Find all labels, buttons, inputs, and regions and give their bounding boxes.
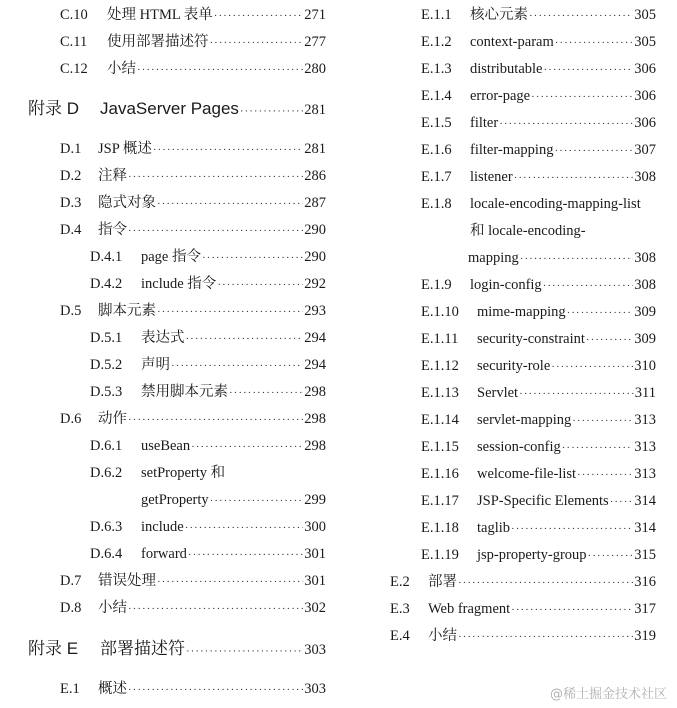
toc-entry-c12: C.12 小结 ····· 280 xyxy=(60,59,326,79)
toc-entry-title: welcome-file-list xyxy=(477,466,577,482)
toc-entry-d42: D.4.2 include 指令 ····· 292 xyxy=(90,274,326,294)
toc-entry-e18-cont xyxy=(470,221,586,241)
toc-entry-page: 311 xyxy=(634,385,656,401)
toc-entry-page: 292 xyxy=(304,276,326,292)
leader-dots xyxy=(153,140,303,160)
toc-entry-title: security-role xyxy=(477,358,551,374)
toc-entry-title: setProperty 和 xyxy=(141,465,226,481)
toc-entry-page: 306 xyxy=(634,61,656,77)
toc-entry-e119: E.1.19 jsp-property-group ····· 315 xyxy=(421,545,656,565)
toc-entry-title: 指令 xyxy=(98,222,127,238)
toc-entry-page: 307 xyxy=(634,142,656,158)
toc-entry-title: JSP 概述 xyxy=(98,141,152,157)
leader-dots xyxy=(214,6,303,26)
toc-entry-title: locale-encoding-mapping-list xyxy=(470,196,641,212)
toc-entry-title: JSP-Specific Elements xyxy=(477,493,609,509)
leader-dots xyxy=(217,275,303,295)
leader-dots xyxy=(157,194,303,214)
leader-dots xyxy=(191,437,303,457)
toc-entry-e4: E.4 小结 ····· 319 xyxy=(390,626,656,646)
leader-dots xyxy=(202,248,303,268)
toc-entry-page: 301 xyxy=(304,573,326,589)
toc-entry-page: 306 xyxy=(634,88,656,104)
toc-entry-e1: E.1 概述 ····· 303 xyxy=(60,679,326,699)
toc-entry-page: 290 xyxy=(304,249,326,265)
toc-entry-title: 小结 xyxy=(98,600,127,616)
leader-dots xyxy=(229,383,303,403)
toc-entry-page: 313 xyxy=(634,439,656,455)
toc-entry-title: 小结 xyxy=(107,61,136,77)
toc-entry-title: error-page xyxy=(470,88,531,104)
toc-entry-d51: D.5.1 表达式 ····· 294 xyxy=(90,328,326,348)
toc-entry-e113: E.1.13 Servlet ····· 311 xyxy=(421,383,656,403)
leader-dots xyxy=(499,114,633,134)
toc-entry-d6: D.6 动作 ····· 298 xyxy=(60,409,326,429)
toc-entry-c10: C.10 处理 HTML 表单 ····· 271 xyxy=(60,5,326,25)
toc-entry-title: session-config xyxy=(477,439,561,455)
toc-entry-d4: D.4 指令 ····· 290 xyxy=(60,220,326,240)
leader-dots xyxy=(128,221,303,241)
toc-entry-page: 316 xyxy=(634,574,656,590)
toc-entry-title: 概述 xyxy=(98,681,127,697)
toc-entry-title: 部署描述符 xyxy=(100,639,185,658)
toc-entry-page: 305 xyxy=(634,7,656,23)
toc-entry-title: 注释 xyxy=(98,168,127,184)
leader-dots xyxy=(128,410,303,430)
leader-dots xyxy=(458,627,633,647)
leader-dots xyxy=(186,329,304,349)
leader-dots xyxy=(128,599,303,619)
toc-entry-page: 313 xyxy=(634,466,656,482)
toc-entry-title: 错误处理 xyxy=(98,573,156,589)
toc-entry-page: 303 xyxy=(304,642,326,658)
toc-entry-page: 281 xyxy=(304,102,326,118)
leader-dots xyxy=(554,141,633,161)
toc-entry-e18: E.1.8 locale-encoding-mapping-list xyxy=(421,196,641,212)
toc-entry-title: 脚本元素 xyxy=(98,303,156,319)
toc-entry-page: 319 xyxy=(634,628,656,644)
leader-dots xyxy=(171,356,303,376)
toc-entry-title: 部署 xyxy=(428,574,457,590)
toc-entry-title: useBean xyxy=(141,438,191,454)
toc-entry-title: 小结 xyxy=(428,628,457,644)
toc-entry-title: forward xyxy=(141,546,187,562)
toc-entry-page: 271 xyxy=(304,7,326,23)
toc-entry-title: 和 locale-encoding- xyxy=(470,223,586,239)
toc-entry-d62: D.6.2 setProperty 和 xyxy=(90,465,226,481)
toc-entry-e19: E.1.9 login-config ····· 308 xyxy=(421,275,656,295)
toc-entry-title: filter xyxy=(470,115,499,131)
toc-entry-page: 281 xyxy=(304,141,326,157)
leader-dots xyxy=(188,545,303,565)
toc-entry-title: include 指令 xyxy=(141,276,217,292)
toc-entry-d2: D.2 注释 ····· 286 xyxy=(60,166,326,186)
toc-entry-e16: E.1.6 filter-mapping ····· 307 xyxy=(421,140,656,160)
toc-entry-title: 禁用脚本元素 xyxy=(141,384,228,400)
leader-dots xyxy=(567,303,634,323)
toc-entry-page: 293 xyxy=(304,303,326,319)
leader-dots xyxy=(511,600,633,620)
toc-entry-title: jsp-property-group xyxy=(477,547,587,563)
toc-entry-d41: D.4.1 page 指令 ····· 290 xyxy=(90,247,326,267)
toc-entry-page: 309 xyxy=(634,304,656,320)
toc-entry-title: taglib xyxy=(477,520,511,536)
leader-dots xyxy=(586,330,633,350)
toc-entry-page: 308 xyxy=(634,277,656,293)
toc-entry-e15: E.1.5 filter ····· 306 xyxy=(421,113,656,133)
toc-entry-title: 使用部署描述符 xyxy=(107,34,209,50)
toc-entry-title: mime-mapping xyxy=(477,304,566,320)
leader-dots xyxy=(610,492,634,512)
leader-dots xyxy=(529,6,633,26)
toc-entry-page: 302 xyxy=(304,600,326,616)
leader-dots xyxy=(572,411,633,431)
toc-entry-d1: D.1 JSP 概述 ····· 281 xyxy=(60,139,326,159)
toc-entry-e14: E.1.4 error-page ····· 306 xyxy=(421,86,656,106)
toc-entry-d53: D.5.3 禁用脚本元素 ····· 298 xyxy=(90,382,326,402)
toc-entry-page: 308 xyxy=(634,169,656,185)
toc-entry-title: listener xyxy=(470,169,513,185)
leader-dots xyxy=(157,302,303,322)
toc-entry-title: 处理 HTML 表单 xyxy=(107,7,213,23)
toc-entry-page: 314 xyxy=(634,520,656,536)
leader-dots xyxy=(137,60,303,80)
toc-entry-page: 306 xyxy=(634,115,656,131)
toc-entry-e110: E.1.10 mime-mapping ····· 309 xyxy=(421,302,656,322)
leader-dots xyxy=(520,249,634,269)
toc-entry-e116: E.1.16 welcome-file-list ····· 313 xyxy=(421,464,656,484)
toc-entry-e114: E.1.14 servlet-mapping ····· 313 xyxy=(421,410,656,430)
leader-dots xyxy=(544,60,634,80)
toc-entry-page: 280 xyxy=(304,61,326,77)
toc-entry-d8: D.8 小结 ····· 302 xyxy=(60,598,326,618)
toc-entry-title: getProperty xyxy=(141,492,209,508)
toc-entry-title: JavaServer Pages xyxy=(100,99,239,118)
leader-dots xyxy=(551,357,633,377)
toc-entry-title: page 指令 xyxy=(141,249,201,265)
toc-entry-title: 核心元素 xyxy=(470,7,528,23)
toc-entry-page: 305 xyxy=(634,34,656,50)
toc-entry-page: 308 xyxy=(634,250,656,266)
toc-entry-page: 298 xyxy=(304,411,326,427)
toc-entry-e115: E.1.15 session-config ····· 313 xyxy=(421,437,656,457)
toc-entry-title: Web fragment xyxy=(428,601,511,617)
toc-entry-title: include xyxy=(141,519,184,535)
toc-entry-d52: D.5.2 声明 ····· 294 xyxy=(90,355,326,375)
leader-dots xyxy=(531,87,633,107)
leader-dots xyxy=(157,572,303,592)
toc-entry-title: distributable xyxy=(470,61,543,77)
toc-entry-page: 299 xyxy=(304,492,326,508)
toc-entry-page: 298 xyxy=(304,438,326,454)
leader-dots xyxy=(511,519,633,539)
toc-entry-e17: E.1.7 listener ····· 308 xyxy=(421,167,656,187)
toc-entry-e112: E.1.12 security-role ····· 310 xyxy=(421,356,656,376)
leader-dots xyxy=(543,276,634,296)
watermark: @稀土掘金技术社区 xyxy=(549,687,667,702)
toc-entry-page: 277 xyxy=(304,34,326,50)
toc-entry-page: 294 xyxy=(304,357,326,373)
leader-dots xyxy=(514,168,634,188)
toc-entry-page: 294 xyxy=(304,330,326,346)
toc-entry-page: 310 xyxy=(634,358,656,374)
toc-entry-e18-cont2 xyxy=(468,248,656,268)
leader-dots xyxy=(519,384,634,404)
toc-entry-d7: D.7 错误处理 ····· 301 xyxy=(60,571,326,591)
leader-dots xyxy=(186,639,303,663)
toc-entry-page: 314 xyxy=(634,493,656,509)
toc-entry-title: 隐式对象 xyxy=(98,195,156,211)
toc-entry-page: 317 xyxy=(634,601,656,617)
toc-entry-title: login-config xyxy=(470,277,542,293)
leader-dots xyxy=(458,573,633,593)
toc-entry-c11: C.11 使用部署描述符 ····· 277 xyxy=(60,32,326,52)
toc-entry-title: Servlet xyxy=(477,385,519,401)
leader-dots xyxy=(128,167,303,187)
leader-dots xyxy=(577,465,633,485)
toc-entry-title: 声明 xyxy=(141,357,170,373)
toc-appendix-d: 附录 D JavaServer Pages ····· 281 xyxy=(28,97,326,121)
toc-entry-d62-cont xyxy=(141,490,326,510)
leader-dots xyxy=(185,518,304,538)
toc-entry-page: 287 xyxy=(304,195,326,211)
toc-entry-page: 303 xyxy=(304,681,326,697)
toc-entry-title: filter-mapping xyxy=(470,142,554,158)
toc-entry-d3: D.3 隐式对象 ····· 287 xyxy=(60,193,326,213)
leader-dots xyxy=(588,546,634,566)
toc-entry-e11: E.1.1 核心元素 ····· 305 xyxy=(421,5,656,25)
toc-entry-page: 290 xyxy=(304,222,326,238)
toc-entry-page: 313 xyxy=(634,412,656,428)
toc-entry-d63: D.6.3 include ····· 300 xyxy=(90,517,326,537)
toc-entry-e13: E.1.3 distributable ····· 306 xyxy=(421,59,656,79)
toc-entry-e3: E.3 Web fragment ····· 317 xyxy=(390,599,656,619)
toc-entry-title: security-constraint xyxy=(477,331,585,347)
toc-entry-e117: E.1.17 JSP-Specific Elements ····· 314 xyxy=(421,491,656,511)
toc-entry-page: 298 xyxy=(304,384,326,400)
toc-entry-page: 315 xyxy=(634,547,656,563)
toc-entry-e12: E.1.2 context-param ····· 305 xyxy=(421,32,656,52)
toc-entry-page: 309 xyxy=(634,331,656,347)
toc-entry-e118: E.1.18 taglib ····· 314 xyxy=(421,518,656,538)
toc-entry-d61: D.6.1 useBean ····· 298 xyxy=(90,436,326,456)
toc-entry-d5: D.5 脚本元素 ····· 293 xyxy=(60,301,326,321)
leader-dots xyxy=(210,33,304,53)
leader-dots xyxy=(562,438,633,458)
toc-entry-e111: E.1.11 security-constraint ····· 309 xyxy=(421,329,656,349)
toc-entry-title: servlet-mapping xyxy=(477,412,572,428)
toc-entry-title: 动作 xyxy=(98,411,127,427)
leader-dots xyxy=(555,33,634,53)
leader-dots xyxy=(240,99,303,123)
toc-entry-page: 300 xyxy=(304,519,326,535)
toc-entry-title: mapping xyxy=(468,250,519,266)
toc-entry-page: 286 xyxy=(304,168,326,184)
toc-entry-title: context-param xyxy=(470,34,554,50)
toc-entry-title: 表达式 xyxy=(141,330,185,346)
leader-dots xyxy=(128,680,303,700)
toc-entry-d64: D.6.4 forward ····· 301 xyxy=(90,544,326,564)
toc-appendix-e: 附录 E 部署描述符 ····· 303 xyxy=(28,637,326,661)
toc-entry-page: 301 xyxy=(304,546,326,562)
toc-entry-e2: E.2 部署 ····· 316 xyxy=(390,572,656,592)
leader-dots xyxy=(210,491,304,511)
